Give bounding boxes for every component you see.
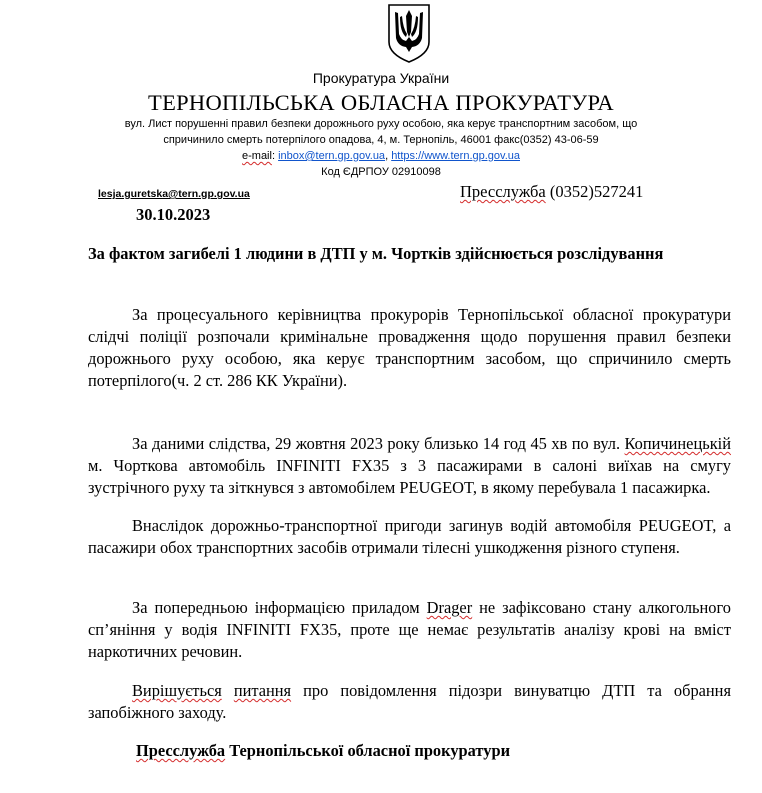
press-phone <box>460 182 643 202</box>
paragraph-3-text: Внаслідок дорожньо-транспортної пригоди загинув водій автомобіля PEUGEOT, а пасажири обох транспортних засобів отримали тілесні ушкодження різного ступеня. <box>88 516 731 557</box>
paragraph-4-text <box>88 597 731 663</box>
author-email: lesja.guretska@tern.gp.gov.ua <box>98 188 250 200</box>
paragraph-4 <box>88 597 731 663</box>
street-name: Копичинецькій <box>624 434 731 453</box>
paragraph-5 <box>88 680 731 724</box>
paragraph-2-text <box>88 433 731 499</box>
paragraph-5-word-1: Вирішується <box>132 681 222 700</box>
paragraph-4-part-a: За попередньою інформацією приладом <box>132 598 427 617</box>
address-line-1: вул. Лист порушенні правил безпеки дорожнього руху особою, яка керує транспортним засобом, що <box>124 118 638 130</box>
email-link[interactable]: inbox@tern.gp.gov.ua <box>278 150 386 162</box>
email-label: e-mail <box>242 150 272 162</box>
edrpou-code: Код ЄДРПОУ 02910098 <box>321 166 441 178</box>
paragraph-5-space <box>222 681 234 700</box>
paragraph-1 <box>88 304 731 392</box>
paragraph-2-part-a: За даними слідства, 29 жовтня 2023 року близько 14 год 45 хв по вул. <box>132 434 625 453</box>
signature-rest: Тернопільської обласної прокуратури <box>225 741 511 760</box>
paragraph-4-part-c: не зафіксовано стану алкогольного сп’яніння у водія INFINITI FX35, проте ще немає результатів аналізу крові на вміст наркотичних речовин. <box>88 598 731 661</box>
paragraph-5-rest: про повідомлення підозри винуватцю ДТП та обрання запобіжного заходу. <box>88 681 731 722</box>
contact-line <box>0 150 762 162</box>
press-phone-number: (0352)527241 <box>545 182 644 201</box>
agency-name: Прокуратура України <box>312 70 450 86</box>
paragraph-2 <box>88 433 731 499</box>
website-link[interactable]: https://www.tern.gp.gov.ua <box>391 150 520 162</box>
signature-label: Пресслужба <box>136 741 226 760</box>
contact-separator: , <box>385 150 392 162</box>
email-separator: : <box>271 150 279 162</box>
address-line-2: спричинило смерть потерпілого опадова, 4, м. Тернопіль, 46001 факс(0352) 43-06-59 <box>163 134 599 146</box>
press-date: 30.10.2023 <box>136 205 211 224</box>
paragraph-1-text: За процесуального керівництва прокурорів Тернопільської обласної прокуратури слідчі поліції розпочали кримінальне провадження щодо порушення правил безпеки дорожнього руху особою, яка керує транспортним засобом, що спричинило смерть потерпілого(ч. 2 ст. 286 КК України). <box>88 305 731 390</box>
press-label: Пресслужба <box>460 182 546 201</box>
device-name: Drager <box>426 598 473 617</box>
paragraph-5-word-2: питання <box>233 681 292 700</box>
paragraph-3 <box>88 515 731 559</box>
paragraph-5-text <box>88 680 731 724</box>
page-title: ТЕРНОПІЛЬСЬКА ОБЛАСНА ПРОКУРАТУРА <box>148 90 614 115</box>
article-headline: За фактом загибелі 1 людини в ДТП у м. Чортків здійснюється розслідування <box>88 244 664 263</box>
coat-of-arms-icon <box>386 2 432 64</box>
press-signature <box>136 741 510 761</box>
paragraph-2-part-c: м. Чорткова автомобіль INFINITI FX35 з 3 пасажирами в салоні виїхав на смугу зустрічного руху та зіткнувся з автомобілем PEUGEOT, в якому перебувала 1 пасажирка. <box>88 456 731 497</box>
